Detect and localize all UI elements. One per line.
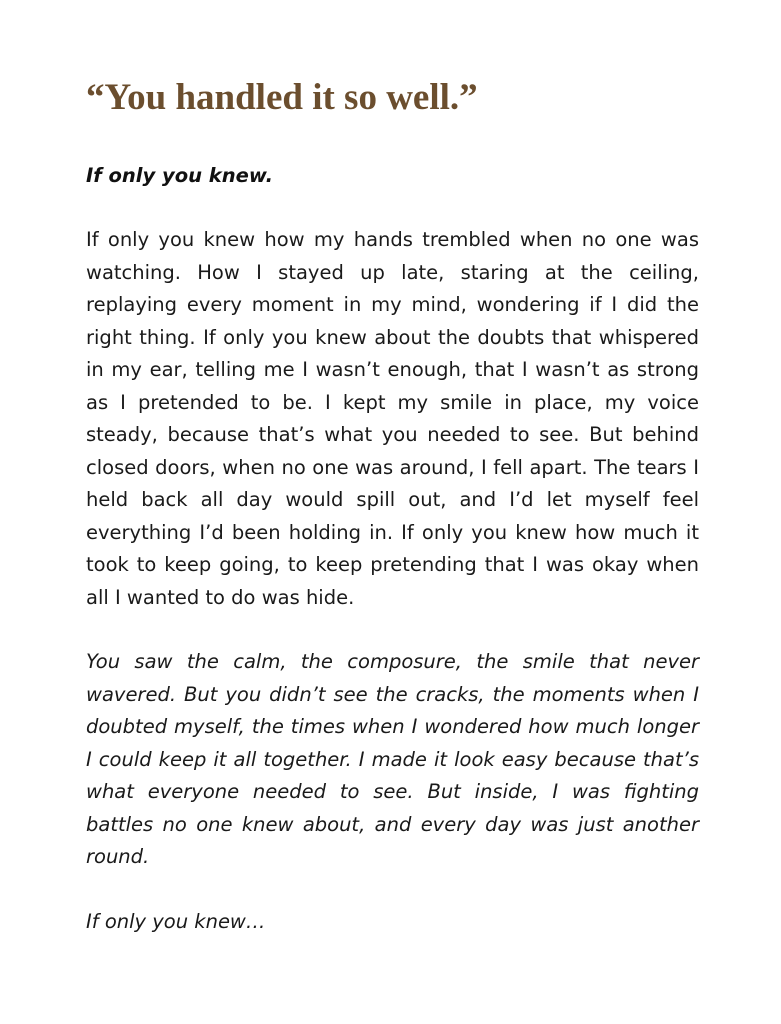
document-page (86, 70, 699, 938)
body-paragraph-1: If only you knew how my hands trembled when no one was watching. How I stayed up late, staring at the ceiling, replaying every moment in my mind, wondering if I did the right thing. If only you knew about the doubts that whispered in my ear, telling me I wasn’t enough, that I wasn’t as strong as I pretended to be. I kept my smile in place, my voice steady, because that’s what you needed to see. But behind closed doors, when no one was around, I fell apart. The tears I held back all day would spill out, and I’d let myself feel everything I’d been holding in. If only you knew how much it took to keep going, to keep pretending that I was okay when all I wanted to do was hide. (86, 228, 699, 609)
page-title: “You handled it so well.” (86, 77, 478, 118)
closing-line: If only you knew… (86, 909, 266, 933)
body-paragraph-2: You saw the calm, the composure, the smile that never wavered. But you didn’t see the cracks, the moments when I doubted myself, the times when I wondered how much longer I could keep it all together. I made it look easy because that’s what everyone needed to see. But inside, I was fighting battles no one knew about, and every day was just another round. (86, 650, 699, 868)
subtitle: If only you knew. (86, 164, 274, 187)
